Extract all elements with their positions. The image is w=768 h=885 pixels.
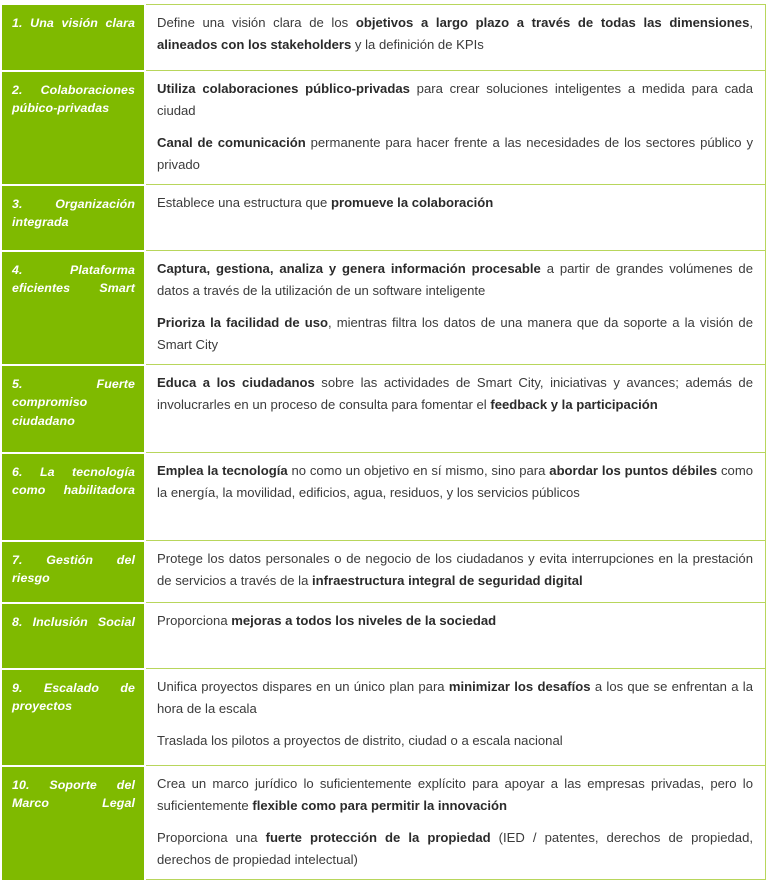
principle-paragraph	[157, 372, 753, 415]
emphasis-text: promueve la colaboración	[330, 195, 494, 210]
principle-label-text: 9. Escalado de proyectos	[12, 680, 135, 713]
principle-label-cell	[2, 453, 145, 541]
principle-label-cell	[2, 185, 145, 251]
body-text: como la energía, la movilidad, edificios, agua, residuos, y los servicios públicos	[157, 463, 754, 500]
principle-label-text: 3. Organización integrada	[12, 196, 135, 229]
principle-description-cell	[145, 766, 766, 880]
body-text: Protege los datos personales o de negocio de los ciudadanos y evita interrupciones en la prestación de servicios a través de la	[157, 551, 753, 588]
principle-label-cell	[2, 541, 145, 603]
smart-city-principles-table	[2, 4, 766, 880]
table-row	[2, 766, 766, 880]
emphasis-text: Utiliza colaboraciones público-privadas	[157, 81, 410, 96]
principle-description-cell	[145, 453, 766, 541]
principle-paragraph	[157, 676, 753, 719]
body-text: no como un objetivo en sí mismo, sino para	[287, 463, 550, 478]
principle-paragraph	[157, 78, 753, 121]
emphasis-text: Prioriza la facilidad de uso	[157, 315, 328, 330]
body-text: Establece una estructura que	[157, 195, 331, 210]
emphasis-text: Educa a los ciudadanos	[157, 375, 315, 390]
body-text: permanente para hacer frente a las necesidades de los sectores público y privado	[157, 135, 753, 172]
table-row	[2, 541, 766, 603]
principle-label-cell	[2, 669, 145, 766]
table-row	[2, 453, 766, 541]
principle-description-cell	[145, 5, 766, 71]
principle-label-text: 1. Una visión clara	[12, 15, 135, 30]
body-text: Unifica proyectos dispares en un único plan para	[157, 679, 449, 694]
emphasis-text: Canal de comunicación	[157, 135, 306, 150]
principle-paragraph	[157, 258, 753, 301]
principle-description-cell	[145, 603, 766, 669]
principle-paragraph	[157, 12, 753, 55]
principle-label-text: 7. Gestión del riesgo	[12, 552, 135, 585]
principle-label-cell	[2, 5, 145, 71]
body-text: (IED / patentes, derechos de propiedad, derechos de propiedad intelectual)	[157, 830, 753, 867]
principle-label-cell	[2, 251, 145, 365]
principle-label-text: 2. Colaboraciones púbico-privadas	[12, 82, 135, 115]
body-text: para crear soluciones inteligentes a medida para cada ciudad	[157, 81, 753, 118]
principle-label-text: 4. Plataforma eficientes Smart	[12, 262, 135, 295]
table-row	[2, 251, 766, 365]
principle-label-text: 10. Soporte del Marco Legal	[12, 777, 135, 810]
principle-paragraph	[157, 827, 753, 870]
principle-description-cell	[145, 541, 766, 603]
body-text: Proporciona una	[157, 830, 266, 845]
principle-paragraph	[157, 132, 753, 175]
emphasis-text: objetivos a largo plazo a través de todas las dimensiones	[355, 15, 750, 30]
table-row	[2, 71, 766, 185]
principle-description-cell	[145, 185, 766, 251]
body-text: Proporciona	[157, 613, 232, 628]
principle-description-cell	[145, 71, 766, 185]
emphasis-text: feedback y la participación	[490, 396, 658, 412]
body-text: , mientras filtra los datos de una manera que da soporte a la visión de Smart City	[157, 315, 753, 352]
principle-paragraph	[157, 312, 753, 355]
principle-paragraph	[157, 730, 753, 752]
body-text: sobre las actividades de Smart City, iniciativas y avances; además de involucrarles en un proceso de consulta para fomentar el	[157, 375, 753, 412]
principle-label-text: 5. Fuerte compromiso ciudadano	[12, 376, 135, 428]
principle-description-cell	[145, 669, 766, 766]
body-text: y la definición de KPIs	[351, 36, 484, 52]
table-row	[2, 185, 766, 251]
emphasis-text: alineados con los stakeholders	[157, 36, 352, 52]
emphasis-text: minimizar los desafíos	[448, 679, 591, 694]
table-row	[2, 603, 766, 669]
principle-label-text: 8. Inclusión Social	[12, 614, 135, 629]
principle-paragraph	[157, 460, 753, 503]
emphasis-text: abordar los puntos débiles	[549, 463, 718, 478]
emphasis-text: flexible como para permitir la innovación	[252, 797, 508, 813]
principle-label-cell	[2, 71, 145, 185]
table-row	[2, 5, 766, 71]
principle-label-cell	[2, 603, 145, 669]
principle-label-text: 6. La tecnología como habilitadora	[12, 464, 135, 497]
principle-paragraph	[157, 548, 753, 591]
table-row	[2, 365, 766, 453]
principle-paragraph	[157, 610, 753, 632]
emphasis-text: Emplea la tecnología	[157, 463, 288, 478]
principle-paragraph	[157, 773, 753, 816]
emphasis-text: fuerte protección de la propiedad	[265, 830, 491, 845]
principle-description-cell	[145, 365, 766, 453]
principle-label-cell	[2, 365, 145, 453]
principle-description-cell	[145, 251, 766, 365]
table-row	[2, 669, 766, 766]
emphasis-text: mejoras a todos los niveles de la sociedad	[231, 613, 497, 628]
emphasis-text: Captura, gestiona, analiza y genera información procesable	[157, 261, 541, 276]
body-text: Crea un marco jurídico lo suficientemente explícito para apoyar a las empresas privadas, pero lo suficientemente	[157, 776, 753, 813]
principle-label-cell	[2, 766, 145, 880]
body-text: Traslada los pilotos a proyectos de distrito, ciudad o a escala nacional	[157, 733, 563, 748]
table-body	[2, 5, 766, 880]
body-text: Define una visión clara de los	[157, 15, 356, 30]
body-text: ,	[749, 15, 753, 30]
emphasis-text: infraestructura integral de seguridad digital	[312, 572, 583, 588]
body-text: a partir de grandes volúmenes de datos a través de la utilización de un software inteligente	[157, 261, 753, 298]
body-text: a los que se enfrentan a la hora de la escala	[157, 679, 753, 716]
principle-paragraph	[157, 192, 753, 214]
